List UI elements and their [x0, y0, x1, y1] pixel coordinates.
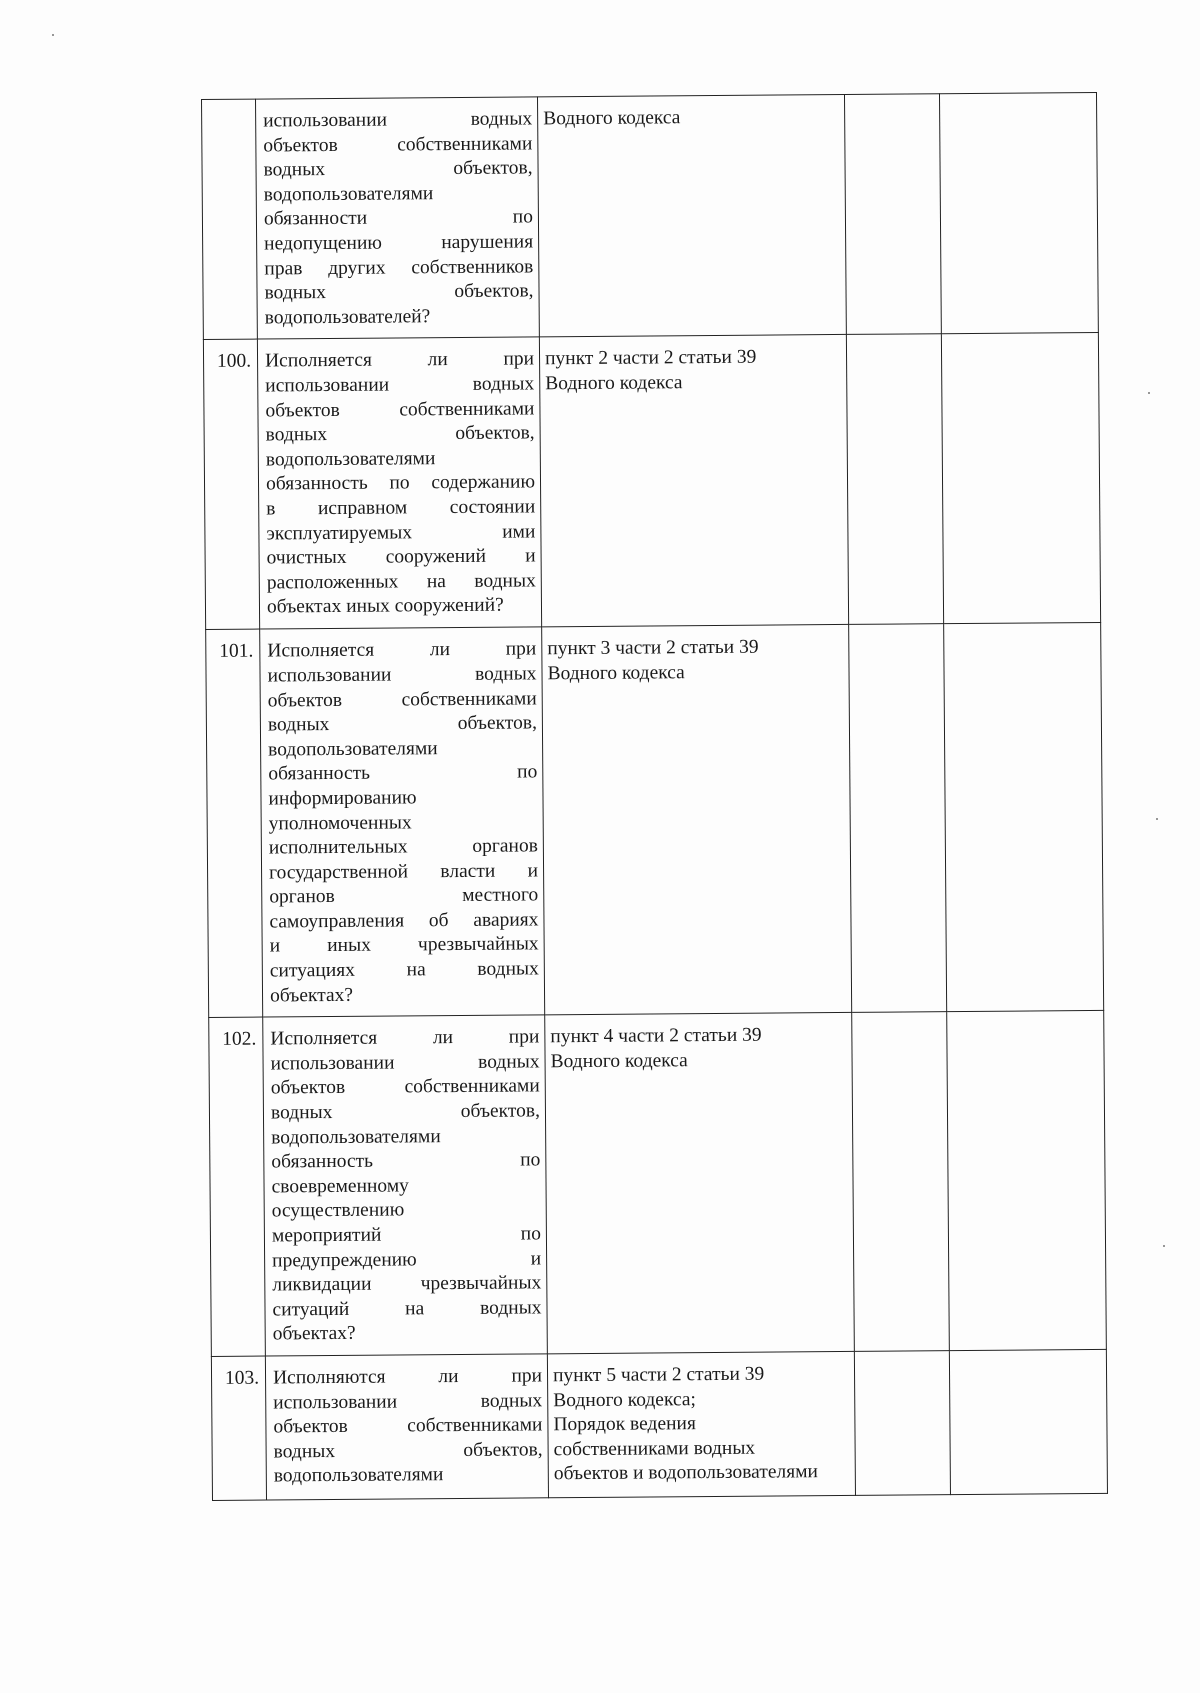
- question-line: обязанность по: [268, 761, 538, 785]
- question-line: осуществлению: [271, 1199, 405, 1222]
- question-line: органов местного: [269, 884, 539, 908]
- checklist-table: [201, 92, 1108, 1501]
- reference-cell: [545, 1013, 855, 1354]
- question-line: обязанность по: [271, 1149, 541, 1173]
- question-line: объектах?: [272, 1323, 356, 1345]
- table-row: [206, 623, 1104, 1018]
- empty-cell: [947, 1011, 1107, 1351]
- scan-speck: [1148, 392, 1150, 394]
- question-line: водных объектов,: [270, 1100, 541, 1124]
- reference-line: Водного кодекса: [543, 107, 681, 130]
- question-line: расположенных на водных: [266, 570, 536, 594]
- question-line: объектов собственниками: [263, 132, 533, 157]
- question-line: водопользователями: [271, 1125, 441, 1149]
- scan-speck: [52, 34, 54, 36]
- question-line: использовании водных: [265, 373, 535, 397]
- question-line: исполнительных органов: [268, 835, 538, 859]
- question-line: использовании водных: [263, 108, 533, 132]
- reference-line: объектов и водопользователями: [553, 1461, 819, 1485]
- question-line: объектов собственниками: [265, 397, 535, 422]
- reference-cell: [539, 335, 848, 627]
- row-number: 102.: [209, 1017, 266, 1356]
- question-line: недопущению нарушения: [264, 231, 534, 255]
- question-line: очистных сооружений и: [266, 545, 536, 569]
- question-line: объектах?: [269, 984, 354, 1007]
- question-line: эксплуатируемых ими: [266, 520, 536, 544]
- question-line: водных объектов,: [265, 422, 535, 446]
- question-line: использовании водных: [267, 663, 537, 687]
- question-line: мероприятий по: [271, 1223, 542, 1247]
- table-row: [203, 333, 1100, 630]
- empty-cell: [844, 94, 941, 335]
- question-line: информированию: [268, 787, 417, 810]
- reference-line: пункт 2 части 2 статьи 39: [544, 346, 757, 370]
- empty-cell: [939, 92, 1098, 334]
- table-row: [209, 1011, 1107, 1357]
- table-row: [202, 92, 1099, 339]
- question-line: самоуправления об авариях: [269, 909, 539, 933]
- reference-line: Водного кодекса: [547, 662, 685, 685]
- reference-line: пункт 3 части 2 статьи 39: [547, 636, 759, 660]
- question-line: ситуаций на водных: [272, 1297, 542, 1321]
- empty-cell: [846, 334, 943, 625]
- table-row: [211, 1349, 1107, 1500]
- question-line: Исполняется ли при: [264, 348, 535, 372]
- question-cell: [257, 337, 541, 629]
- reference-cell: [537, 94, 846, 337]
- reference-line: Порядок ведения: [553, 1413, 696, 1436]
- question-line: водопользователями: [268, 737, 438, 761]
- question-line: объектов собственниками: [270, 1075, 540, 1099]
- question-line: Исполняются ли при: [272, 1365, 543, 1389]
- question-line: водопользователями: [263, 182, 434, 206]
- question-cell: [263, 1015, 548, 1356]
- empty-cell: [949, 1349, 1107, 1494]
- question-line: водопользователями: [273, 1464, 444, 1487]
- checklist-body: [202, 92, 1108, 1500]
- row-number: 100.: [203, 339, 259, 629]
- question-line: прав других собственников: [264, 255, 534, 280]
- empty-cell: [849, 624, 947, 1013]
- question-line: объектов собственниками: [267, 687, 537, 712]
- scan-speck: [1163, 1245, 1165, 1247]
- reference-cell: [542, 625, 852, 1015]
- row-number: 103.: [211, 1356, 266, 1500]
- question-line: обязанность по содержанию: [265, 471, 536, 495]
- reference-line: собственниками водных: [553, 1437, 756, 1461]
- question-line: объектах иных сооружений?: [266, 594, 504, 618]
- question-line: в исправном состоянии: [266, 496, 536, 520]
- question-line: предупреждению и: [272, 1247, 542, 1272]
- scan-speck: [1156, 818, 1158, 820]
- question-line: ситуациях на водных: [269, 958, 539, 982]
- question-line: ликвидации чрезвычайных: [272, 1272, 542, 1296]
- question-cell: [256, 97, 540, 340]
- question-line: Исполняется ли при: [267, 638, 537, 662]
- question-line: и иных чрезвычайных: [269, 933, 539, 957]
- question-cell: [260, 627, 545, 1017]
- question-line: водопользователей?: [264, 305, 431, 329]
- reference-line: Водного кодекса: [550, 1050, 688, 1073]
- question-line: государственной власти и: [268, 860, 539, 884]
- reference-line: пункт 5 части 2 статьи 39: [552, 1363, 765, 1387]
- reference-line: Водного кодекса;: [553, 1388, 696, 1411]
- reference-cell: [547, 1351, 855, 1497]
- empty-cell: [852, 1012, 950, 1351]
- reference-line: Водного кодекса: [545, 372, 683, 395]
- empty-cell: [944, 623, 1104, 1012]
- question-line: Исполняется ли при: [270, 1026, 540, 1050]
- row-number: [202, 99, 258, 340]
- empty-cell: [854, 1351, 950, 1496]
- row-number: 101.: [206, 629, 263, 1017]
- question-cell: [265, 1354, 548, 1500]
- question-line: водных объектов,: [267, 712, 537, 736]
- reference-line: пункт 4 части 2 статьи 39: [550, 1024, 762, 1048]
- question-line: водопользователями: [265, 447, 436, 471]
- question-line: уполномоченных: [268, 811, 412, 834]
- question-line: водных объектов,: [263, 157, 533, 181]
- question-line: водных объектов,: [273, 1439, 543, 1463]
- question-line: объектов собственниками: [273, 1414, 543, 1438]
- question-line: использовании водных: [270, 1051, 540, 1075]
- question-line: водных объектов,: [264, 280, 534, 304]
- question-line: использовании водных: [273, 1389, 543, 1414]
- question-line: своевременному: [271, 1175, 409, 1198]
- question-line: обязанности по: [263, 206, 534, 230]
- empty-cell: [941, 333, 1100, 624]
